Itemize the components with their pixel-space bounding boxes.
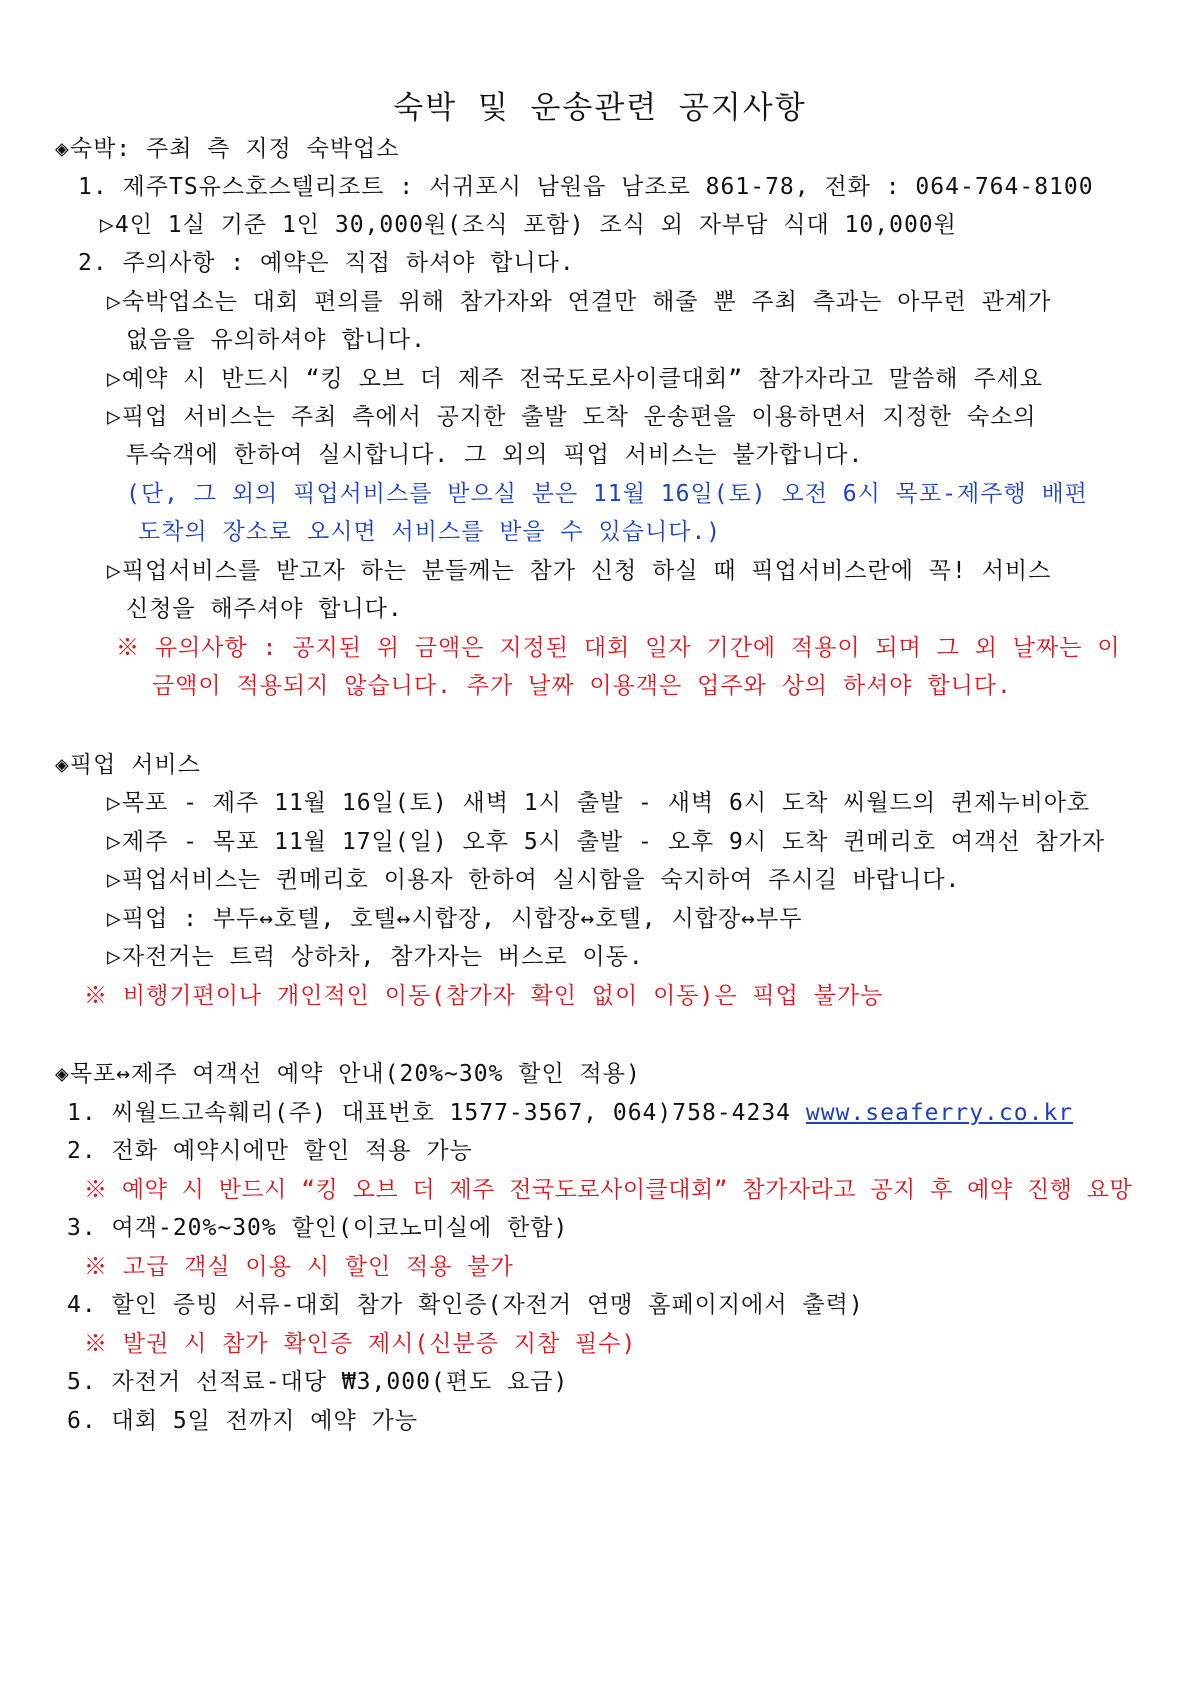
pickup-warning: ※ 비행기편이나 개인적인 이동(참가자 확인 없이 이동)은 픽업 불가능 [84, 983, 884, 1009]
ferry-warning-3: ※ 고급 객실 이용 시 할인 적용 불가 [84, 1254, 514, 1280]
lodging-warning-b: 금액이 적용되지 않습니다. 추가 날짜 이용객은 업주와 상의 하셔야 합니다. [152, 673, 1012, 699]
lodging-heading: ◈숙박: 주최 측 지정 숙박업소 [55, 136, 400, 162]
ferry-item-1-text: 1. 씨월드고속훼리(주) 대표번호 1577-3567, 064)758-4234 [67, 1100, 792, 1126]
lodging-blue-note-a: (단, 그 외의 픽업서비스를 받으실 분은 11월 16일(토) 오전 6시 목포-제주행 배편 [126, 481, 1088, 507]
lodging-note-1b: 없음을 유의하셔야 합니다. [126, 327, 426, 353]
pickup-line-2: ▷제주 - 목포 11월 17일(일) 오후 5시 출발 - 오후 9시 도착 퀸메리호 여객선 참가자 [107, 829, 1106, 855]
lodging-note-4a: ▷픽업서비스를 받고자 하는 분들께는 참가 신청 하실 때 픽업서비스란에 꼭! 서비스 [107, 558, 1052, 584]
seaferry-link[interactable]: www.seaferry.co.kr [805, 1100, 1074, 1126]
ferry-item-1 [67, 1098, 1073, 1128]
lodging-note-3b: 투숙객에 한하여 실시합니다. 그 외의 픽업 서비스는 불가합니다. [126, 442, 864, 468]
page-title: 숙박 및 운송관련 공지사항 [393, 90, 807, 126]
lodging-note-4b: 신청을 해주셔야 합니다. [126, 596, 403, 622]
lodging-blue-note-b: 도착의 장소로 오시면 서비스를 받을 수 있습니다.) [138, 519, 722, 545]
ferry-warning-4: ※ 발권 시 참가 확인증 제시(신분증 지참 필수) [84, 1331, 637, 1357]
ferry-item-2: 2. 전화 예약시에만 할인 적용 가능 [67, 1138, 473, 1164]
pickup-line-3: ▷픽업서비스는 퀸메리호 이용자 한하여 실시함을 숙지하여 주시길 바랍니다. [107, 867, 961, 893]
lodging-note-3a: ▷픽업 서비스는 주최 측에서 공지한 출발 도착 운송편을 이용하면서 지정한 숙소의 [107, 404, 1037, 430]
ferry-item-4: 4. 할인 증빙 서류-대회 참가 확인증(자전거 연맹 홈페이지에서 출력) [67, 1292, 864, 1318]
lodging-note-2: ▷예약 시 반드시 “킹 오브 더 제주 전국도로사이클대회” 참가자라고 말씀해 주세요 [107, 366, 1043, 392]
pickup-line-5: ▷자전거는 트럭 상하차, 참가자는 버스로 이동. [107, 944, 644, 970]
lodging-item-1-detail: ▷4인 1실 기준 1인 30,000원(조식 포함) 조식 외 자부담 식대 10,000원 [100, 212, 957, 238]
ferry-warning-2: ※ 예약 시 반드시 “킹 오브 더 제주 전국도로사이클대회” 참가자라고 공지 후 예약 진행 요망 [84, 1177, 1133, 1203]
lodging-warning-a: ※ 유의사항 : 공지된 위 금액은 지정된 대회 일자 기간에 적용이 되며 그 외 날짜는 이 [116, 635, 1121, 661]
lodging-item-2: 2. 주의사항 : 예약은 직접 하셔야 합니다. [78, 250, 575, 276]
lodging-note-1a: ▷숙박업소는 대회 편의를 위해 참가자와 연결만 해줄 뿐 주최 측과는 아무런 관계가 [107, 289, 1052, 315]
pickup-heading: ◈픽업 서비스 [55, 752, 201, 778]
pickup-line-1: ▷목포 - 제주 11월 16일(토) 새벽 1시 출발 - 새벽 6시 도착 씨월드의 퀸제누비아호 [107, 790, 1091, 816]
ferry-heading: ◈목포↔제주 여객선 예약 안내(20%~30% 할인 적용) [55, 1061, 641, 1087]
ferry-item-5: 5. 자전거 선적료-대당 ₩3,000(편도 요금) [67, 1369, 569, 1395]
ferry-item-3: 3. 여객-20%~30% 할인(이코노미실에 한함) [67, 1215, 569, 1241]
lodging-item-1: 1. 제주TS유스호스텔리조트 : 서귀포시 남원읍 남조로 861-78, 전화 : 064-764-8100 [78, 174, 1094, 200]
ferry-item-6: 6. 대회 5일 전까지 예약 가능 [67, 1408, 418, 1434]
pickup-line-4: ▷픽업 : 부두↔호텔, 호텔↔시합장, 시합장↔호텔, 시합장↔부두 [107, 906, 803, 932]
